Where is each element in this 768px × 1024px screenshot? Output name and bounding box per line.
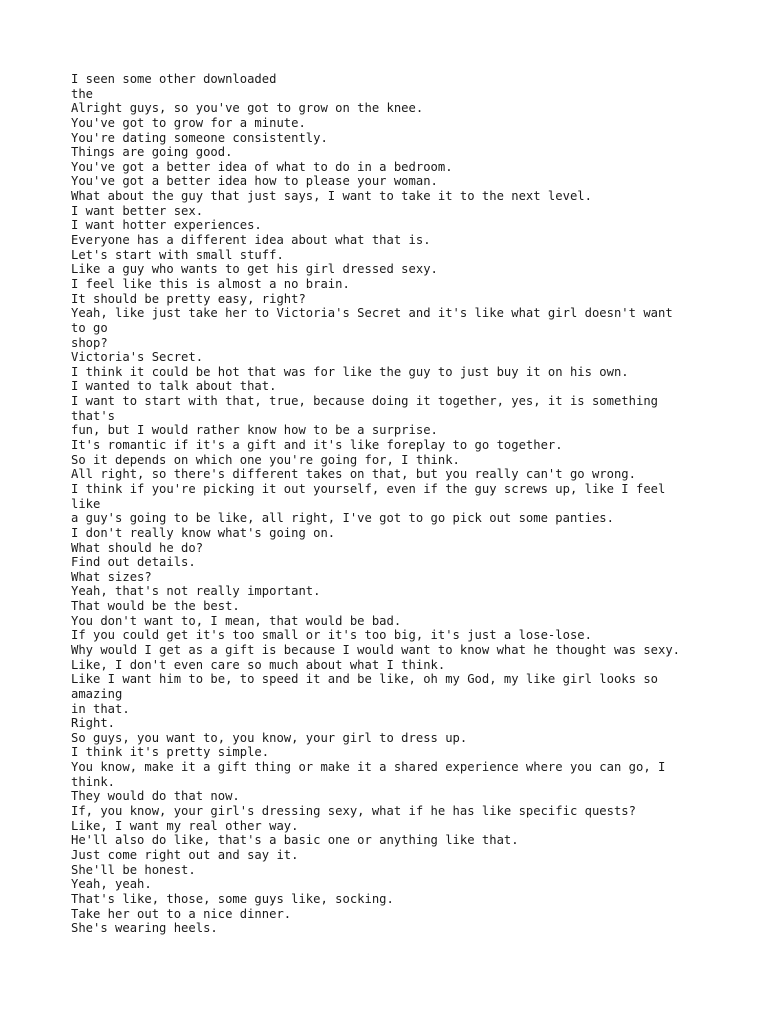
transcript-line: He'll also do like, that's a basic one or anything like that.	[71, 833, 519, 848]
transcript-line: I think it could be hot that was for like the guy to just buy it on his own.	[71, 364, 629, 379]
transcript-line: You don't want to, I mean, that would be bad.	[71, 613, 402, 628]
transcript-line: a guy's going to be like, all right, I've got to go pick out some panties.	[71, 511, 614, 526]
transcript-line: to go	[71, 320, 108, 335]
transcript-line: You've got to grow for a minute.	[71, 115, 306, 130]
transcript-line: She'll be honest.	[71, 862, 196, 877]
transcript-line: I want to start with that, true, because doing it together, yes, it is something	[71, 394, 658, 409]
transcript-line: It's romantic if it's a gift and it's like foreplay to go together.	[71, 438, 563, 453]
transcript-line: So guys, you want to, you know, your girl to dress up.	[71, 730, 468, 745]
transcript-line: That's like, those, some guys like, socking.	[71, 891, 394, 906]
transcript-line: Right.	[71, 716, 116, 731]
transcript-line: Take her out to a nice dinner.	[71, 906, 292, 921]
transcript-line: the	[71, 86, 94, 101]
transcript-line: fun, but I would rather know how to be a surprise.	[71, 423, 438, 438]
transcript-line: Like a guy who wants to get his girl dressed sexy.	[71, 262, 438, 277]
transcript-line: I want hotter experiences.	[71, 218, 262, 233]
transcript-line: Things are going good.	[71, 145, 233, 160]
transcript-line: Just come right out and say it.	[71, 847, 299, 862]
transcript-line: I seen some other downloaded	[71, 72, 277, 86]
transcript-line: Alright guys, so you've got to grow on the knee.	[71, 101, 424, 116]
transcript-line: Why would I get as a gift is because I would want to know what he thought was sexy.	[71, 642, 681, 657]
transcript-line: I wanted to talk about that.	[71, 379, 277, 394]
transcript-line: shop?	[71, 335, 108, 350]
transcript-line: I don't really know what's going on.	[71, 525, 336, 540]
transcript-line: that's	[71, 408, 116, 423]
transcript-line: I think it's pretty simple.	[71, 745, 270, 760]
transcript-line: All right, so there's different takes on that, but you really can't go wrong.	[71, 467, 636, 482]
transcript-line: What sizes?	[71, 569, 152, 584]
transcript-line: So it depends on which one you're going for, I think.	[71, 452, 460, 467]
transcript-line: amazing	[71, 686, 123, 701]
transcript-line: You've got a better idea of what to do in a bedroom.	[71, 159, 453, 174]
transcript-line: What should he do?	[71, 540, 204, 555]
transcript-line: Victoria's Secret.	[71, 350, 204, 365]
transcript-line: You know, make it a gift thing or make it a shared experience where you can go, I	[71, 760, 666, 775]
transcript-line: That would be the best.	[71, 599, 240, 614]
transcript-line: If, you know, your girl's dressing sexy, what if he has like specific quests?	[71, 804, 636, 819]
transcript-line: You're dating someone consistently.	[71, 130, 328, 145]
transcript-line: like	[71, 496, 101, 511]
transcript-line: Yeah, like just take her to Victoria's Secret and it's like what girl doesn't want	[71, 306, 673, 321]
transcript-line: Let's start with small stuff.	[71, 247, 284, 262]
transcript-line: Yeah, yeah.	[71, 877, 152, 892]
transcript-line: If you could get it's too small or it's too big, it's just a lose-lose.	[71, 628, 592, 643]
transcript-line: I want better sex.	[71, 203, 204, 218]
transcript-line: Yeah, that's not really important.	[71, 584, 321, 599]
transcript-line: What about the guy that just says, I want to take it to the next level.	[71, 189, 592, 204]
transcript-line: I think if you're picking it out yourself, even if the guy screws up, like I feel	[71, 481, 666, 496]
transcript-line: Like, I don't even care so much about what I think.	[71, 657, 446, 672]
transcript-line: Like I want him to be, to speed it and be like, oh my God, my like girl looks so	[71, 672, 658, 687]
transcript-line: think.	[71, 774, 116, 789]
transcript-line: I feel like this is almost a no brain.	[71, 276, 350, 291]
transcript-line: You've got a better idea how to please your woman.	[71, 174, 438, 189]
transcript-line: Find out details.	[71, 555, 196, 570]
transcript-line: Like, I want my real other way.	[71, 818, 299, 833]
transcript-text	[71, 72, 751, 936]
transcript-line: Everyone has a different idea about what that is.	[71, 233, 431, 248]
transcript-line: They would do that now.	[71, 789, 240, 804]
transcript-line: It should be pretty easy, right?	[71, 291, 306, 306]
transcript-line: in that.	[71, 701, 130, 716]
transcript-line: She's wearing heels.	[71, 921, 218, 936]
